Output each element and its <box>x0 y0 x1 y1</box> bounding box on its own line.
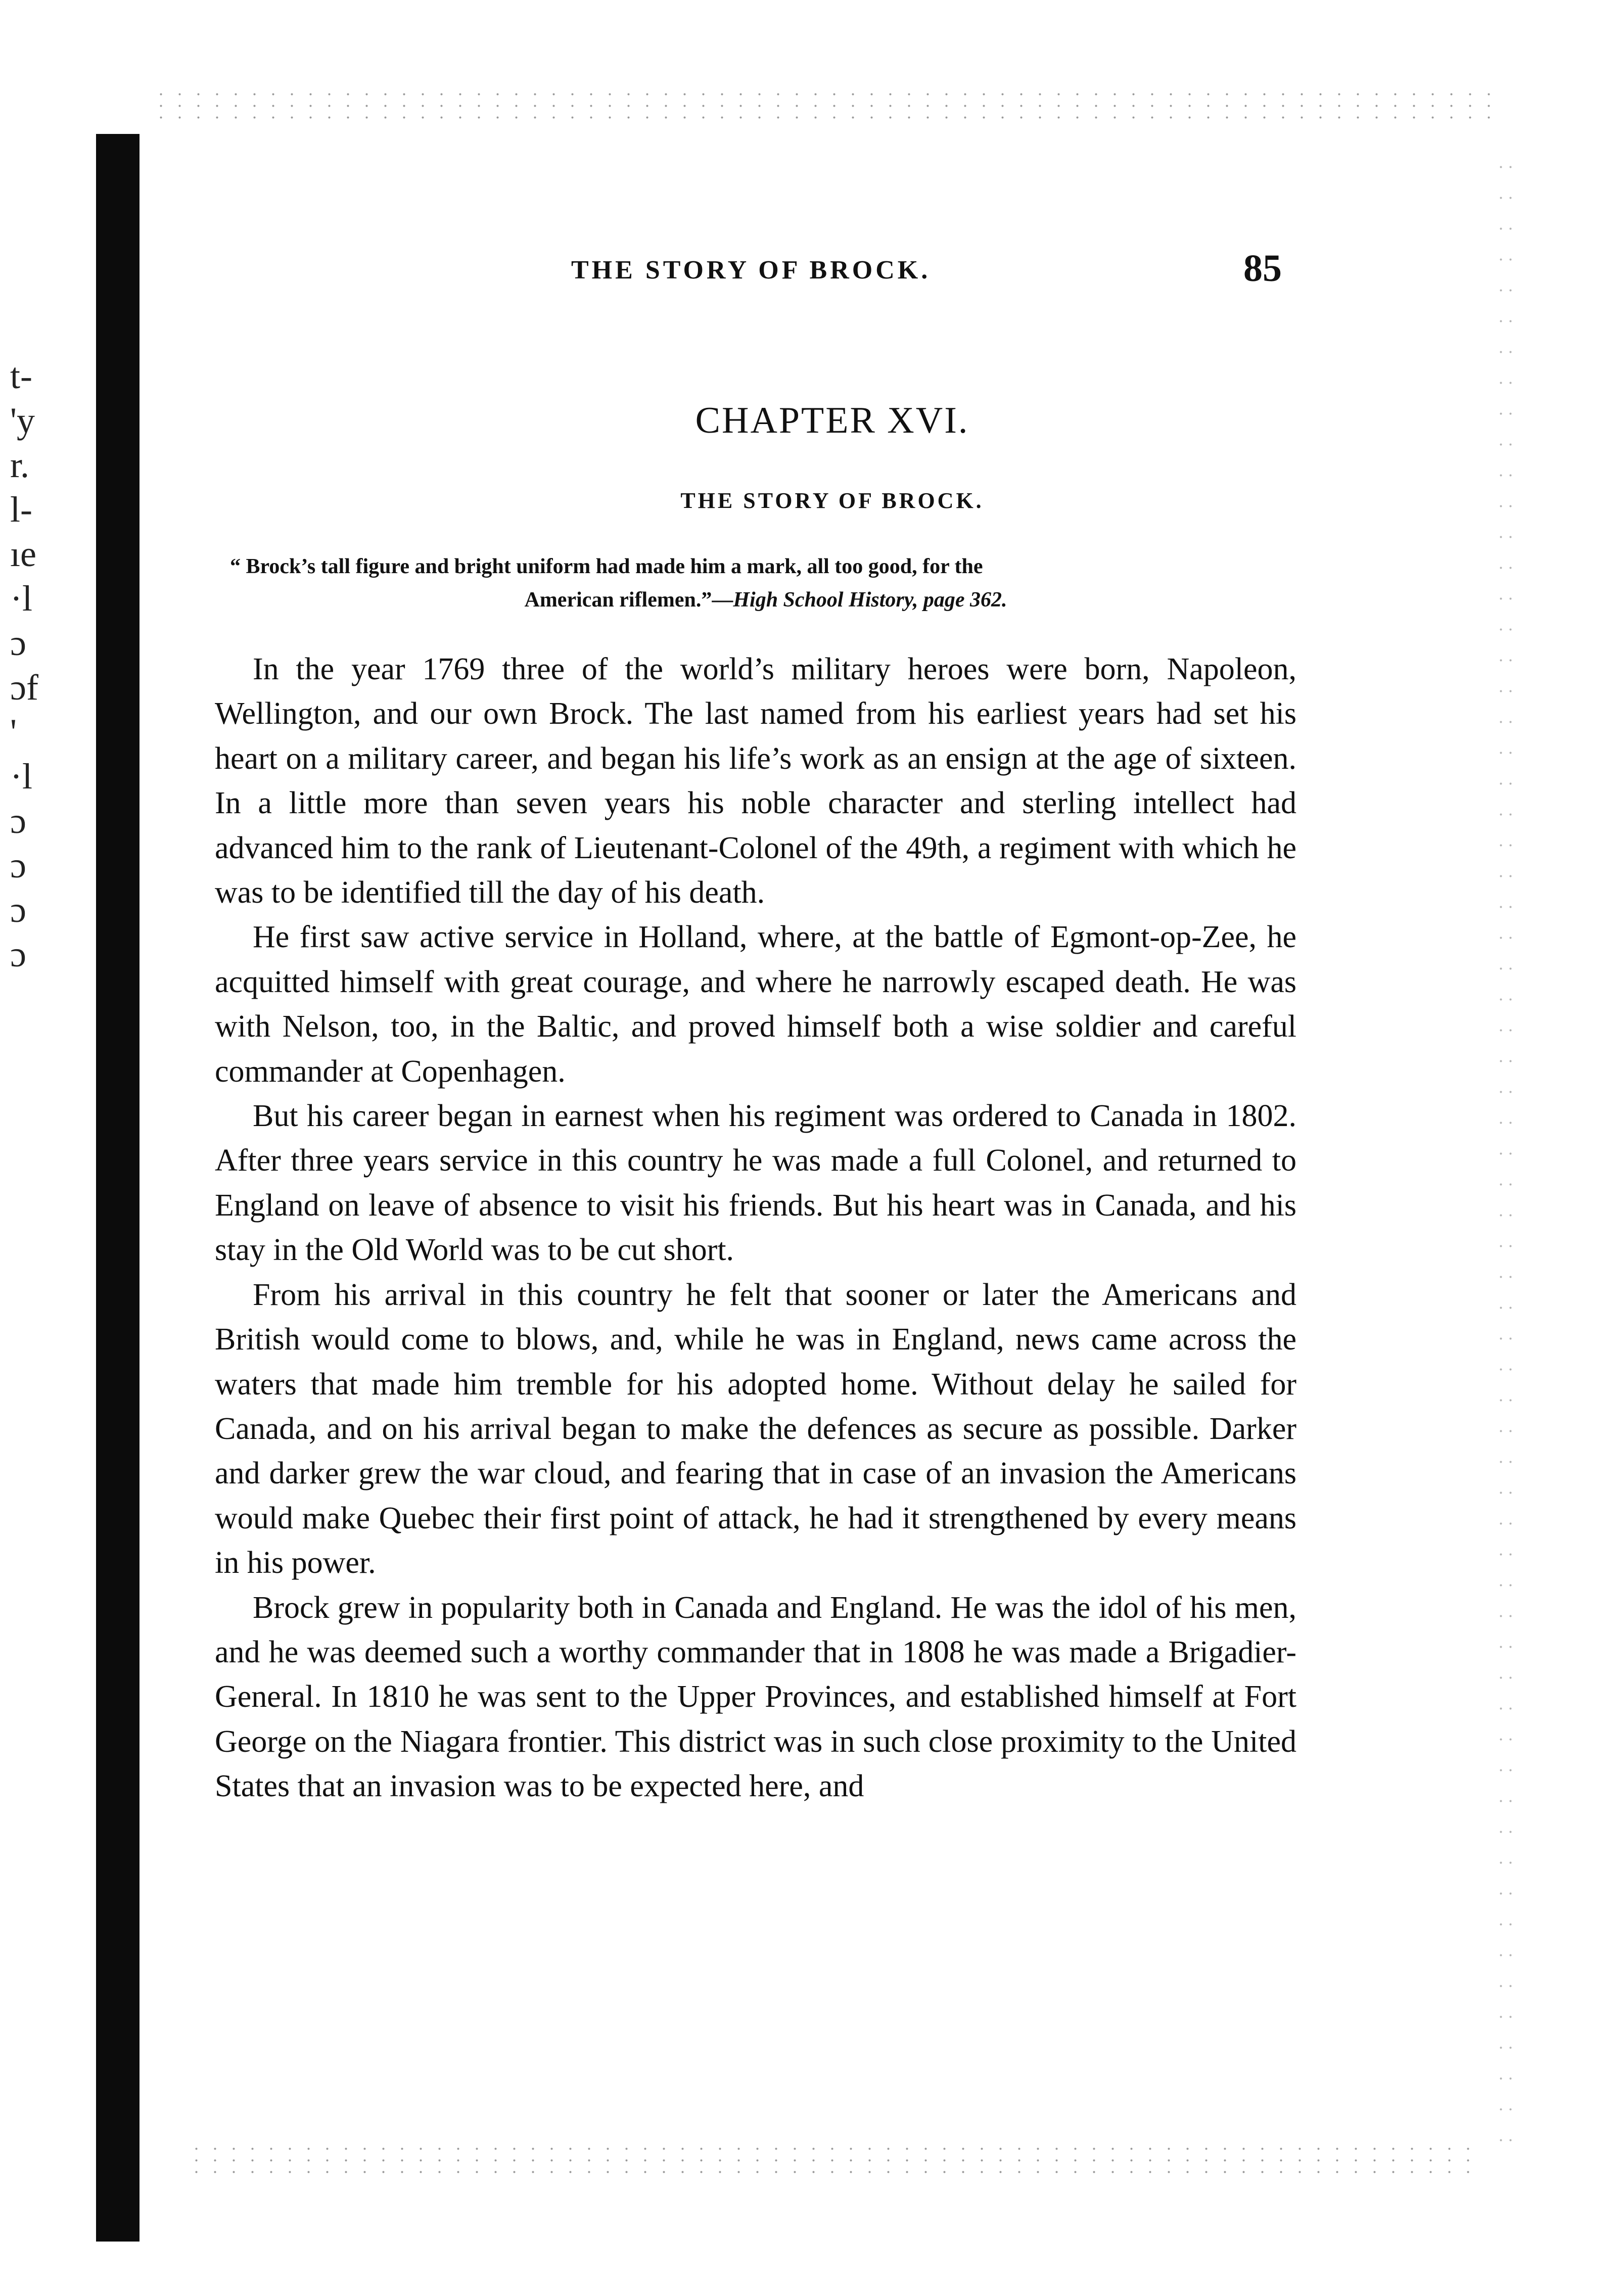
scan-noise-bottom <box>187 2143 1481 2173</box>
scan-noise-top <box>152 88 1496 119</box>
paragraph: But his career began in earnest when his regiment was ordered to Canada in 1802. After three years service in this country he was made a full Colonel, and returned to England on leave of absence to visit his friends. But his heart was in Canada, and his stay in the Old World was to be cut short. <box>215 1099 1296 1268</box>
fragment: ɔ <box>10 890 26 930</box>
epigraph-line <box>230 583 1302 617</box>
paragraph: He first saw active service in Holland, where, at the battle of Egmont-op-Zee, he acquitted himself with great courage, and where he narrowly escaped death. He was with Nelson, too, in the Baltic, and proved himself both a wise soldier and careful commander at Copenhagen. <box>215 920 1296 1089</box>
paragraph: Brock grew in popularity both in Canada and England. He was the idol of his men, and he was deemed such a worthy commander that in 1808 he was made a Brigadier-General. In 1810 he was sent to the Upper Provinces, and established himself at Fort George on the Niagara frontier. This district was in such close proximity to the United States that an invasion was to be expected here, and <box>215 1590 1296 1804</box>
paragraph: In the year 1769 three of the world’s military heroes were born, Napoleon, Wellington, and our own Brock. The last named from his earliest years had set his heart on a military career, and began his life’s work as an ensign at the age of sixteen. In a little more than seven years his noble character and sterling intellect had advanced him to the rank of Lieutenant-Colonel of the 49th, a regiment with which he was to be identified till the day of his death. <box>215 652 1296 910</box>
fragment: ɔ <box>10 801 26 841</box>
fragment: ·l <box>10 756 32 797</box>
fragment: 'y <box>10 400 35 441</box>
fragment: ıe <box>10 534 36 574</box>
epigraph-line: “ Brock’s tall figure and bright uniform had made him a mark, all too good, for the <box>230 555 983 578</box>
fragment: l- <box>10 489 32 530</box>
fragment: t- <box>10 356 32 396</box>
paragraph: From his arrival in this country he felt that sooner or later the Americans and British would come to blows, and, while he was in England, news came across the waters that made him tremble for his adopted home. Without delay he sailed for Canada, and on his arrival began to make the defences as secure as possible. Darker and darker grew the war cloud, and fearing that in case of an invasion the Americans would make Quebec their first point of attack, he had it strengthened by every means in his power. <box>215 1277 1296 1580</box>
epigraph-quote-end: American riflemen.”— <box>524 588 733 612</box>
epigraph <box>230 550 1302 617</box>
adjacent-page-fragments <box>10 354 66 976</box>
fragment: ɔf <box>10 667 38 708</box>
page-number: 85 <box>1243 247 1282 290</box>
scan-noise-right <box>1496 152 1516 2163</box>
binding-edge <box>96 134 140 2242</box>
running-head: THE STORY OF BROCK. <box>571 256 931 285</box>
chapter-title: CHAPTER XVI. <box>695 400 969 441</box>
fragment: r. <box>10 445 30 485</box>
body-text <box>215 647 1296 1809</box>
fragment: ·l <box>10 578 32 619</box>
fragment: ɔ <box>10 845 26 885</box>
fragment: ɔ <box>10 934 26 974</box>
fragment: ' <box>10 712 17 752</box>
epigraph-source: High School History, page 362. <box>733 588 1007 612</box>
fragment: ɔ <box>10 623 26 663</box>
chapter-subtitle: THE STORY OF BROCK. <box>680 488 984 513</box>
